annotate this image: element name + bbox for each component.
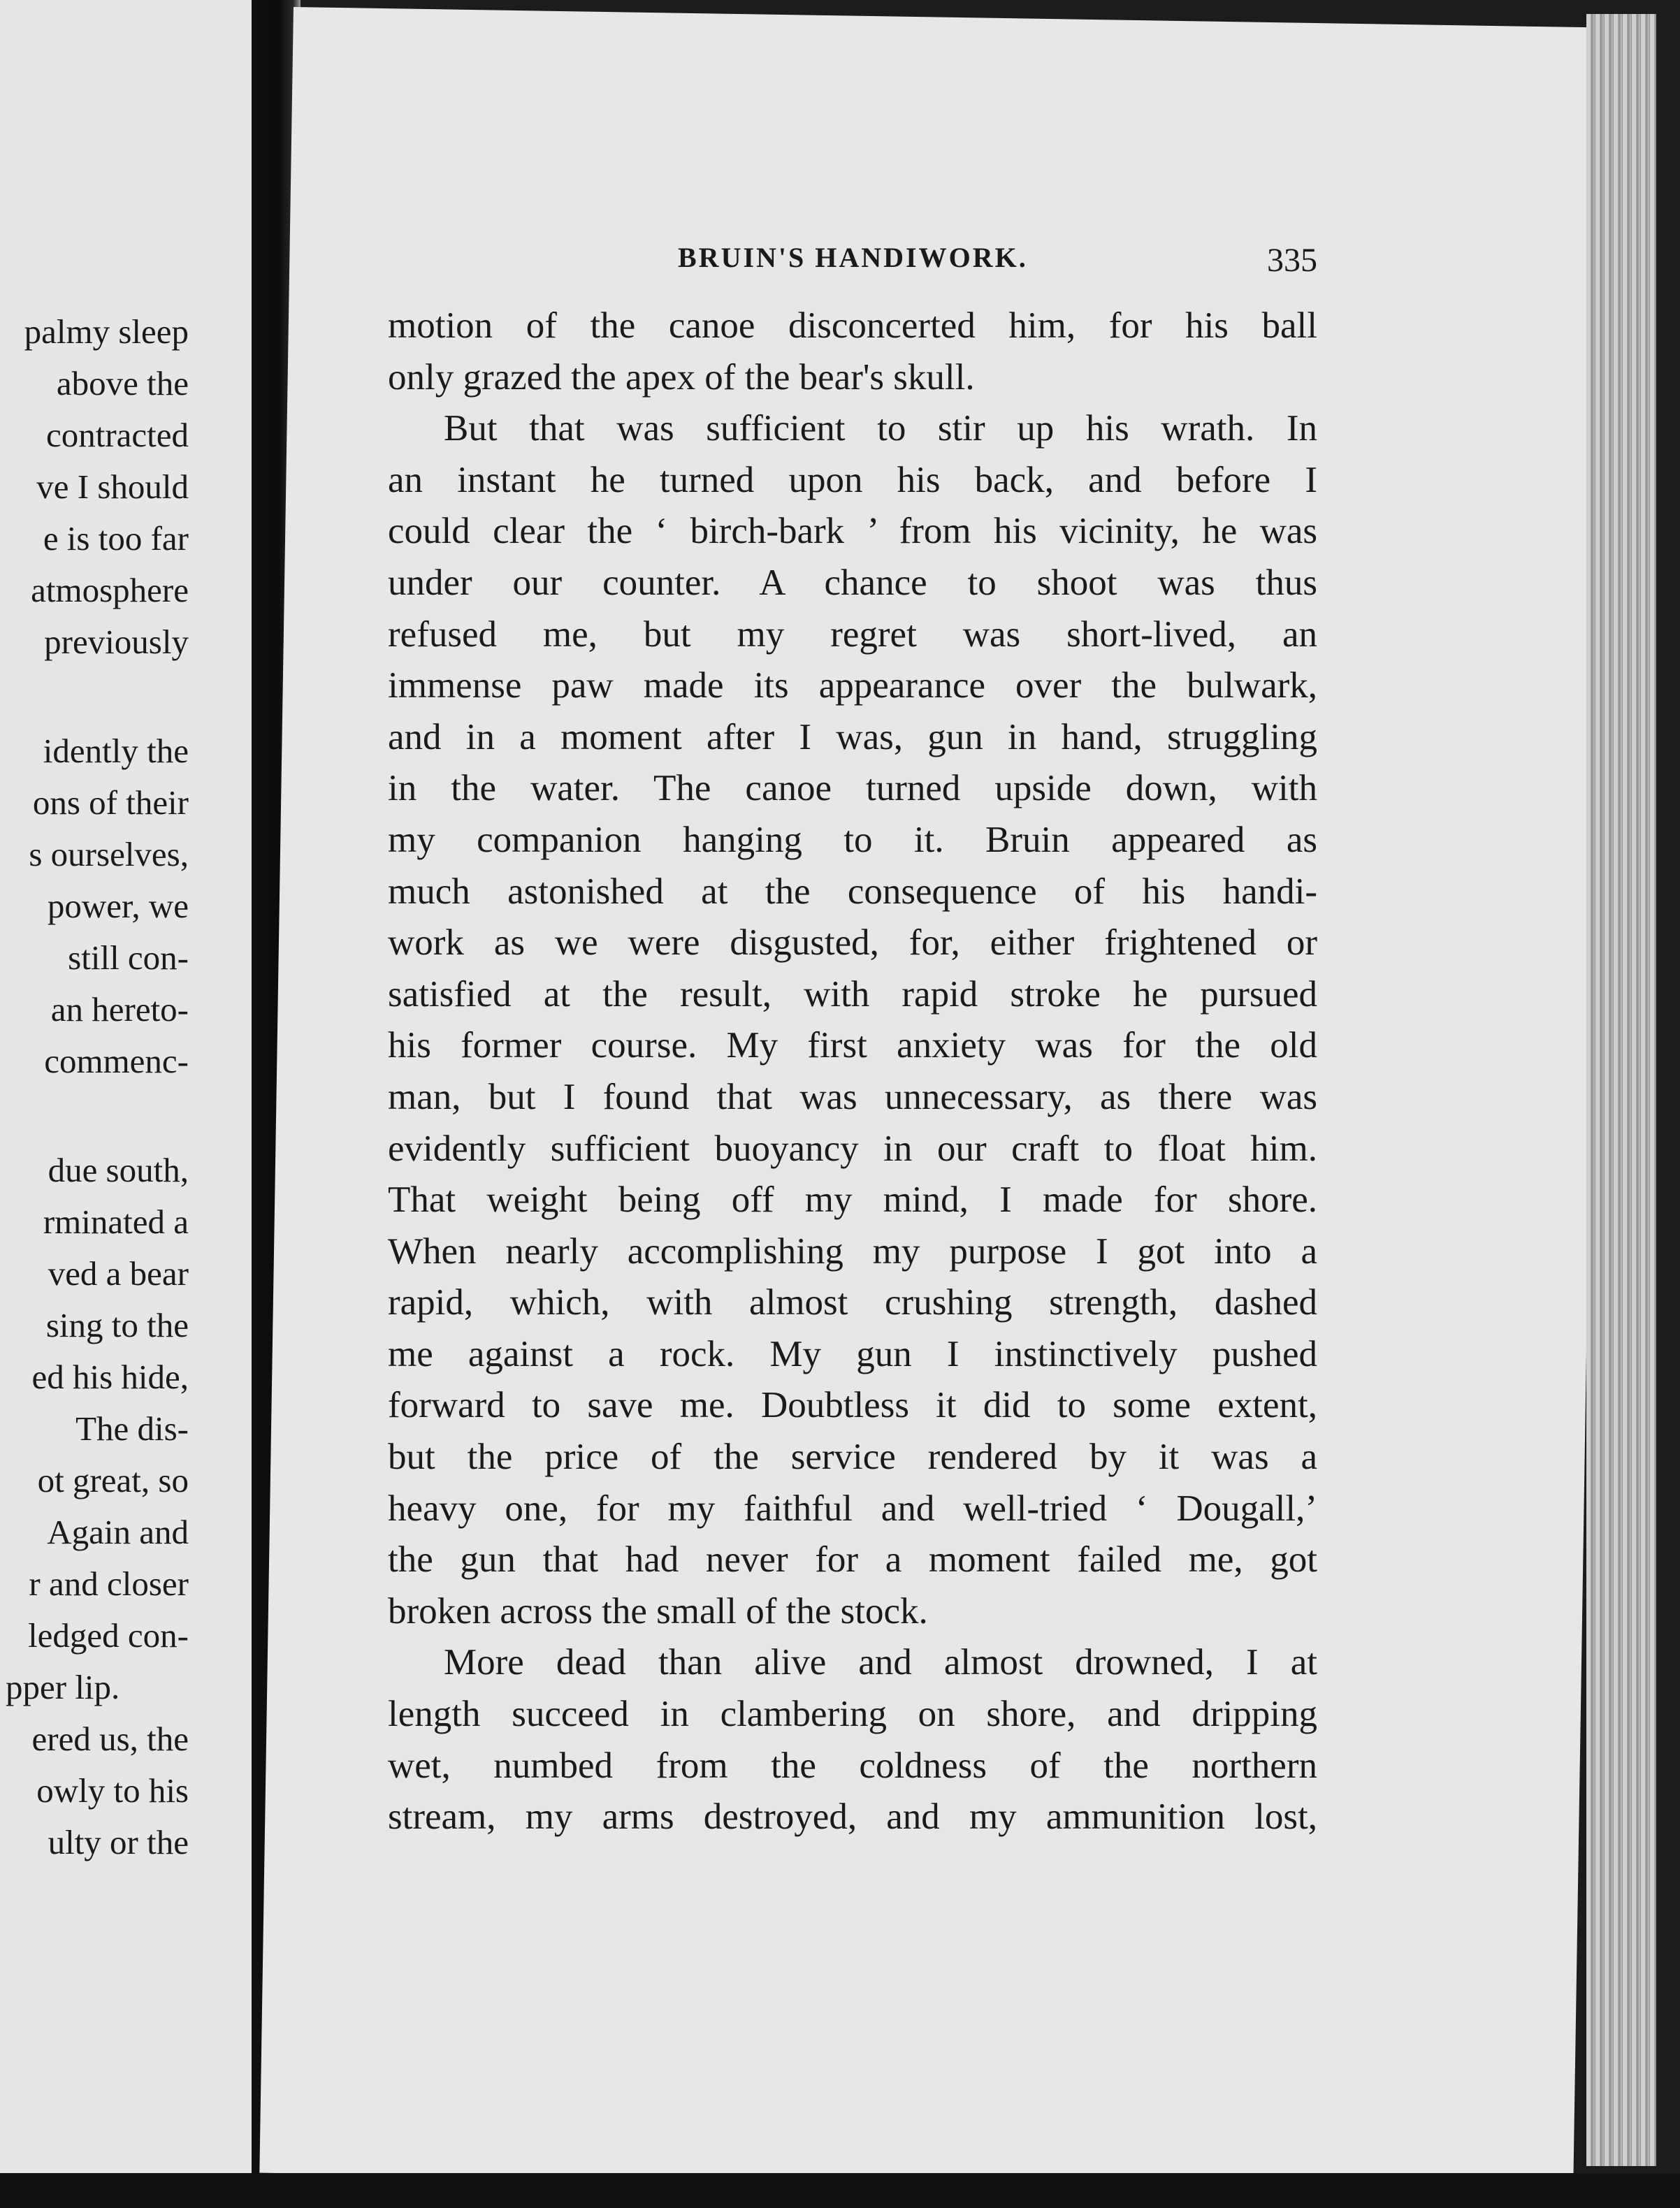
text-line: stream, my arms destroyed, and my ammunition lost, <box>388 1796 1317 1838</box>
left-line: previously <box>44 623 189 661</box>
text-line: wet, numbed from the coldness of the northern <box>388 1745 1317 1786</box>
scan-bottom-edge <box>0 2173 1680 2208</box>
left-line: rminated a <box>43 1203 189 1241</box>
text-line: the gun that had never for a moment failed me, got <box>388 1539 1317 1581</box>
text-line: length succeed in clambering on shore, and dripping <box>388 1694 1317 1735</box>
left-line: contracted <box>45 416 189 454</box>
text-line: only grazed the apex of the bear's skull. <box>388 356 975 398</box>
text-line: work as we were disgusted, for, either frightened or <box>388 922 1317 964</box>
left-line: ve I should <box>36 467 189 506</box>
text-line: his former course. My first anxiety was for the old <box>388 1025 1317 1066</box>
page-edges <box>1586 14 1656 2166</box>
left-line: power, we <box>47 887 189 925</box>
left-line: ered us, the <box>31 1720 189 1758</box>
text-line: evidently sufficient buoyancy in our craft to float him. <box>388 1128 1317 1169</box>
left-line: palmy sleep <box>24 312 189 351</box>
left-line: ons of their <box>32 783 189 822</box>
left-line: idently the <box>43 732 189 770</box>
left-line: pper lip. <box>6 1668 120 1706</box>
left-line: ved a bear <box>48 1254 189 1293</box>
text-line: under our counter. A chance to shoot was thus <box>388 562 1317 603</box>
text-line: my companion hanging to it. Bruin appeared as <box>388 819 1317 860</box>
left-line: ledged con- <box>28 1616 189 1655</box>
running-head <box>384 241 1317 283</box>
left-line: an hereto- <box>50 990 189 1029</box>
left-line: ot great, so <box>37 1461 189 1499</box>
text-line: forward to save me. Doubtless it did to some extent, <box>388 1385 1317 1426</box>
left-line: Again and <box>47 1513 189 1551</box>
text-line: broken across the small of the stock. <box>388 1590 928 1632</box>
text-line: heavy one, for my faithful and well-tried ‘ Dougall,’ <box>388 1488 1317 1529</box>
left-line: commenc- <box>44 1042 189 1080</box>
text-line: refused me, but my regret was short-lived, an <box>388 613 1317 655</box>
text-line: motion of the canoe disconcerted him, for his ball <box>388 305 1317 346</box>
body-text <box>388 300 1317 1843</box>
text-line: and in a moment after I was, gun in hand, struggling <box>388 716 1317 757</box>
left-line: e is too far <box>43 519 189 558</box>
text-line: immense paw made its appearance over the bulwark, <box>388 665 1317 706</box>
text-line: much astonished at the consequence of his handi- <box>388 871 1317 912</box>
left-line: due south, <box>48 1151 189 1189</box>
text-line: in the water. The canoe turned upside down, with <box>388 768 1317 809</box>
left-line: atmosphere <box>31 571 189 609</box>
text-line: but the price of the service rendered by it was a <box>388 1437 1317 1478</box>
left-line: The dis- <box>75 1409 189 1448</box>
text-line: man, but I found that was unnecessary, as there was <box>388 1076 1317 1117</box>
left-line: ulty or the <box>48 1823 189 1861</box>
page-number: 335 <box>1267 242 1317 279</box>
left-line: ed his hide, <box>31 1358 189 1396</box>
left-line: owly to his <box>36 1771 189 1810</box>
left-line: still con- <box>68 938 189 977</box>
text-line: satisfied at the result, with rapid stroke he pursued <box>388 973 1317 1015</box>
text-line: More dead than alive and almost drowned, I at <box>444 1642 1317 1683</box>
text-line: could clear the ‘ birch-bark ’ from his vicinity, he was <box>388 511 1317 552</box>
text-line: an instant he turned upon his back, and before I <box>388 459 1317 500</box>
left-page <box>0 0 252 2173</box>
left-line: sing to the <box>45 1306 189 1344</box>
left-line: above the <box>56 364 189 402</box>
text-line: That weight being off my mind, I made for shore. <box>388 1179 1317 1221</box>
left-line: r and closer <box>29 1564 189 1603</box>
text-line: When nearly accomplishing my purpose I got into a <box>388 1230 1317 1272</box>
running-title: BRUIN'S HANDIWORK. <box>678 242 1028 273</box>
text-line: rapid, which, with almost crushing strength, dashed <box>388 1282 1317 1323</box>
text-line: me against a rock. My gun I instinctively pushed <box>388 1333 1317 1374</box>
left-line: s ourselves, <box>29 835 189 873</box>
text-line: But that was sufficient to stir up his wrath. In <box>444 408 1317 449</box>
